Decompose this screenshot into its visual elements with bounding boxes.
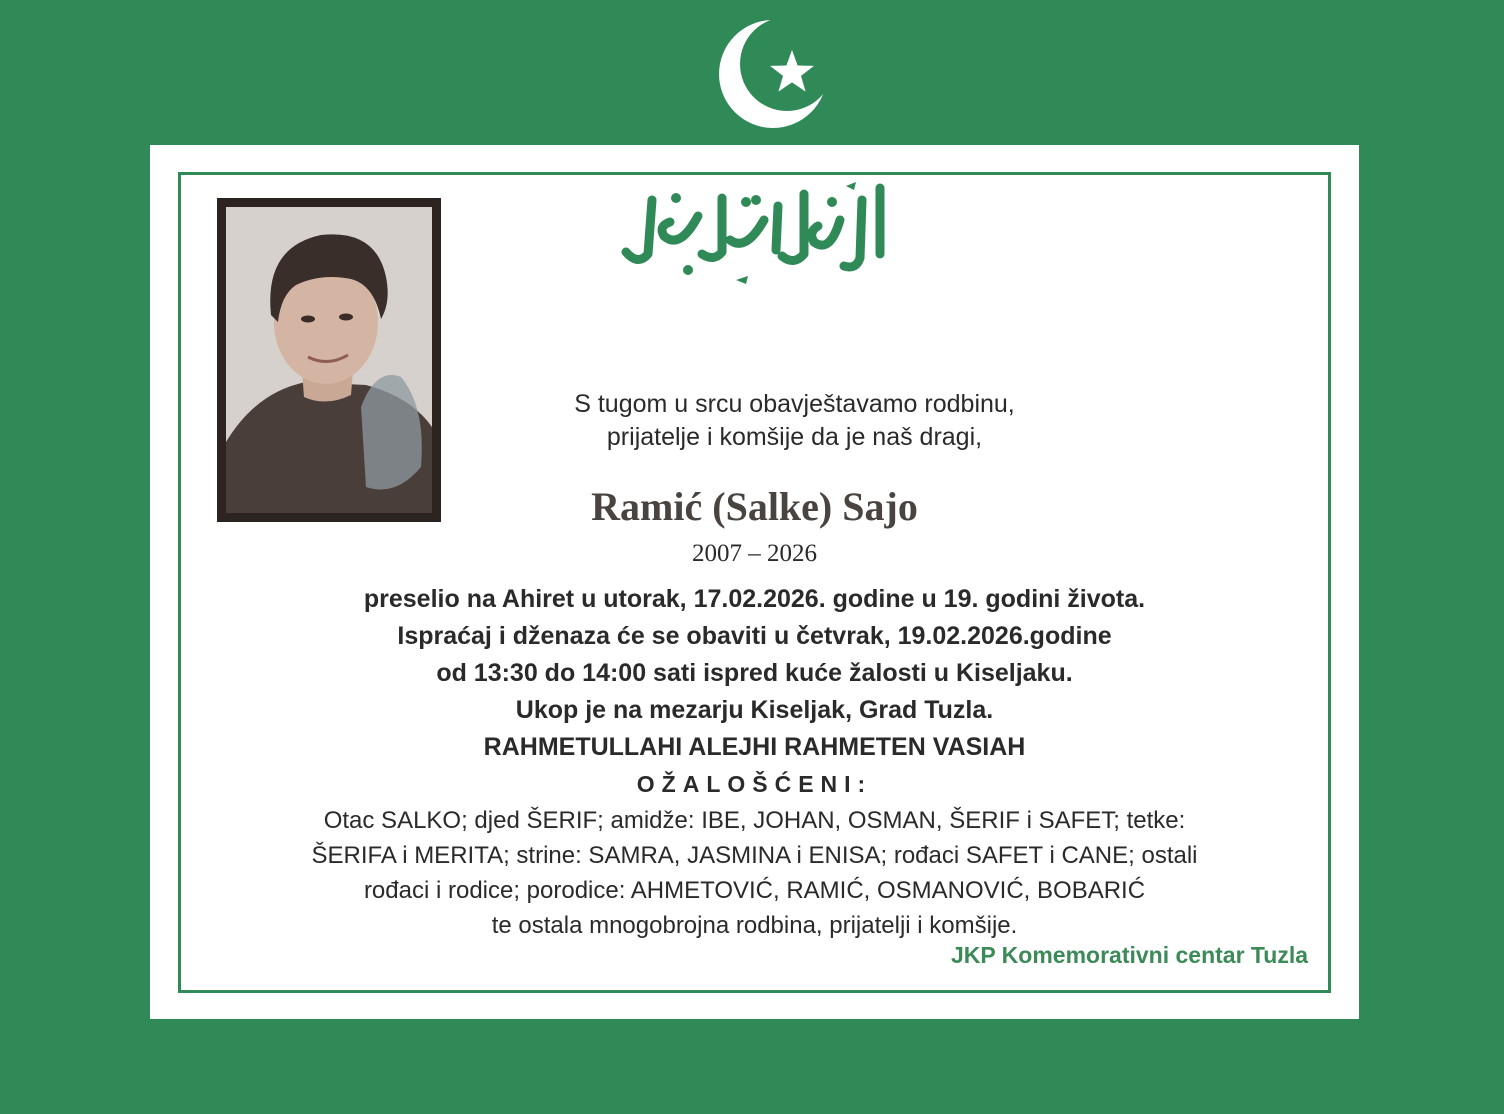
intro-line: S tugom u srcu obavještavamo rodbinu,	[574, 390, 1015, 418]
details-line: RAHMETULLAHI ALEJHI RAHMETEN VASIAH	[483, 733, 1026, 761]
mourners-line: ŠERIFA i MERITA; strine: SAMRA, JASMINA i ENISA; rođaci SAFET i CANE; ostali	[311, 842, 1198, 869]
mourners-line: rođaci i rodice; porodice: AHMETOVIĆ, RAMIĆ, OSMANOVIĆ, BOBARIĆ	[363, 877, 1146, 904]
mourners-heading: OŽALOŠĆENI:	[636, 771, 873, 797]
crescent-star-icon	[712, 14, 838, 130]
arabic-calligraphy-icon	[618, 180, 898, 290]
deceased-name: Ramić (Salke) Sajo	[591, 484, 918, 529]
publisher-footer: JKP Komemorativni centar Tuzla	[950, 942, 1308, 968]
mourners-line: Otac SALKO; djed ŠERIF; amidže: IBE, JOHAN, OSMAN, ŠERIF i SAFET; tetke:	[323, 807, 1186, 834]
portrait-photo	[217, 198, 441, 522]
mourners-line: te ostala mnogobrojna rodbina, prijatelji i komšije.	[491, 912, 1018, 939]
details-line: Ukop je na mezarju Kiseljak, Grad Tuzla.	[515, 696, 994, 724]
intro-line: prijatelje i komšije da je naš dragi,	[606, 423, 983, 451]
details-line: od 13:30 do 14:00 sati ispred kuće žalosti u Kiseljaku.	[436, 659, 1073, 687]
intro-text	[150, 388, 1359, 454]
deceased-years: 2007 – 2026	[692, 540, 817, 567]
details-line: preselio na Ahiret u utorak, 17.02.2026. godine u 19. godini života.	[363, 585, 1146, 613]
details-line: Ispraćaj i dženaza će se obaviti u četvrak, 19.02.2026.godine	[397, 622, 1112, 650]
mourners-list	[150, 803, 1359, 943]
funeral-details	[150, 581, 1359, 766]
